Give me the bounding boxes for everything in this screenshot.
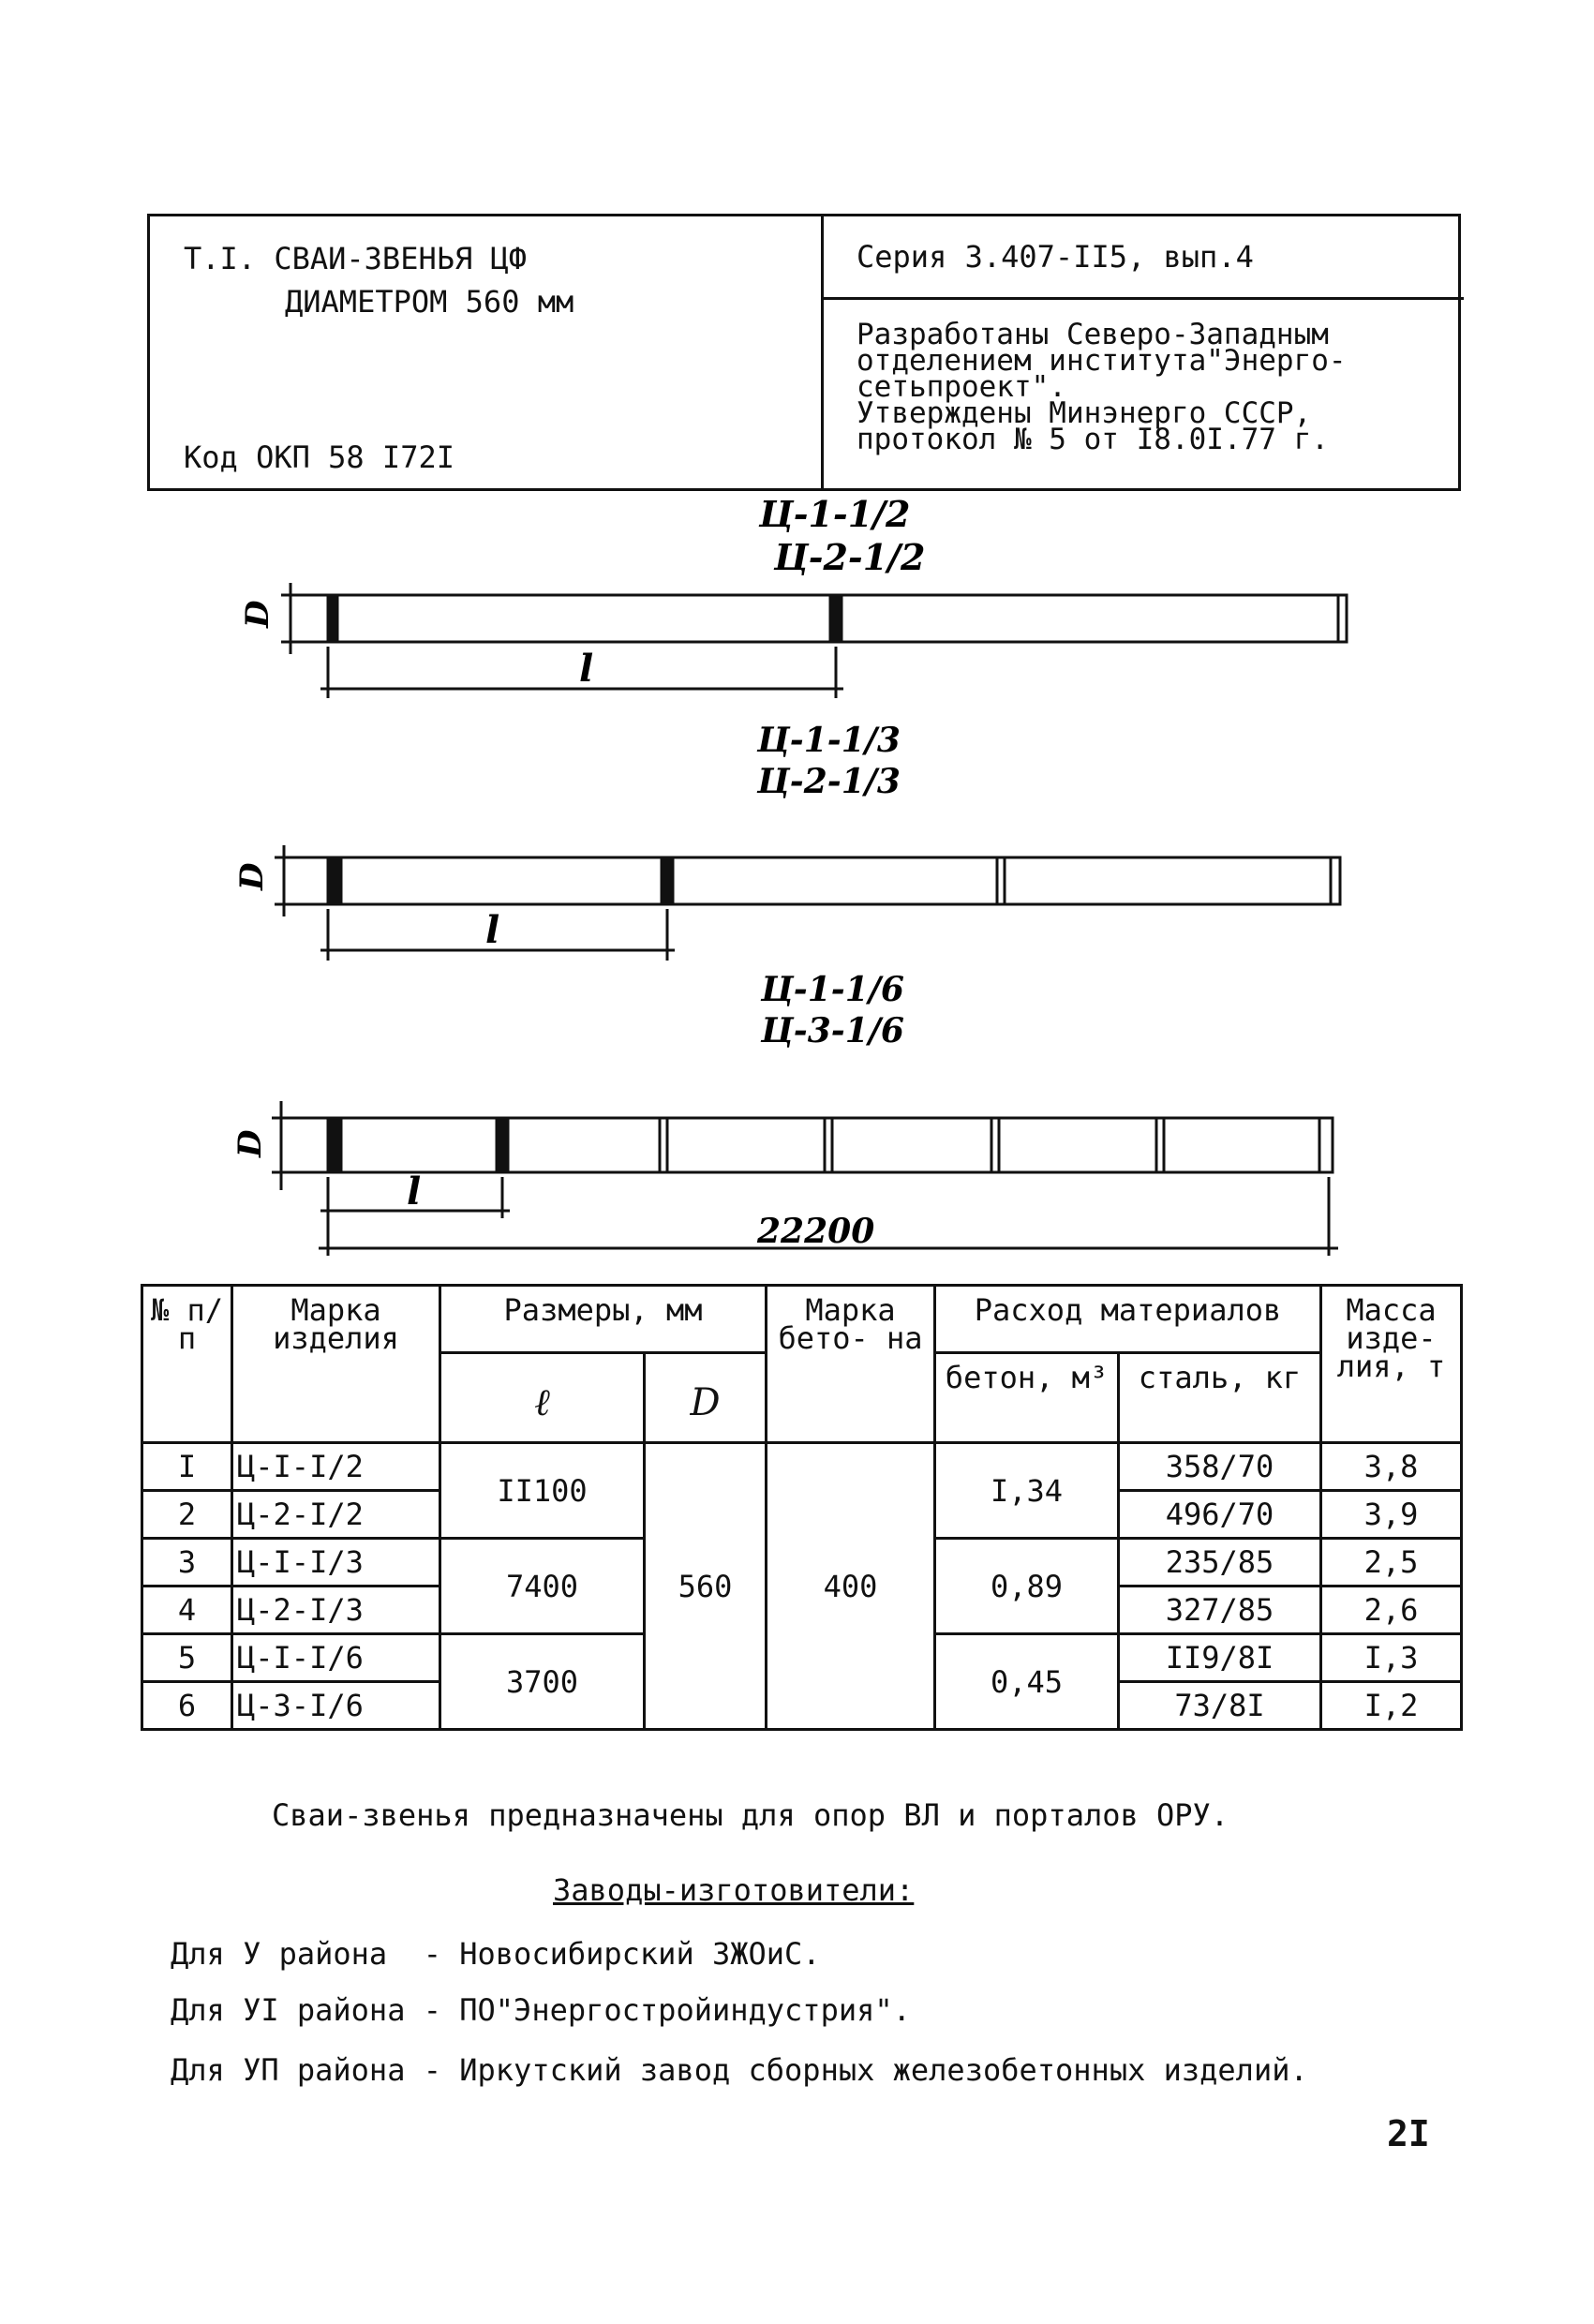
row-num: 6 — [142, 1682, 232, 1730]
joint-mark — [331, 595, 337, 642]
joint-mark — [830, 595, 842, 642]
pile-label: Ц-1-1/3 — [757, 721, 901, 760]
header-diameter: D — [645, 1353, 767, 1443]
row-length: 3700 — [440, 1634, 645, 1730]
joint-mark — [497, 1118, 508, 1172]
manufacturer-line: Для УП района - Иркутский завод сборных железобетонных изделий. — [171, 2052, 1308, 2088]
row-mark: Ц-I-I/2 — [232, 1443, 440, 1491]
pile-label: Ц-3-1/6 — [761, 1011, 904, 1050]
dimension-d-label: D — [231, 1129, 269, 1157]
doc-title-line2: ДИАМЕТРОМ 560 мм — [285, 284, 574, 320]
row-steel: 496/70 — [1119, 1491, 1321, 1539]
dimension-d-label: D — [233, 862, 271, 890]
row-steel: 358/70 — [1119, 1443, 1321, 1491]
row-mass: 2,5 — [1321, 1539, 1462, 1587]
row-concrete: 0,89 — [935, 1539, 1119, 1634]
row-length: 7400 — [440, 1539, 645, 1634]
header-materials: Расход материалов — [935, 1286, 1321, 1353]
title-block-divider — [821, 216, 824, 488]
manufacturers-heading: Заводы-изготовители: — [553, 1872, 915, 1908]
row-mass: I,3 — [1321, 1634, 1462, 1682]
diameter-value: 560 — [645, 1443, 767, 1730]
pile-label: Ц-2-1/2 — [774, 536, 926, 578]
total-length-label: 22200 — [757, 1212, 875, 1251]
developer-line: Утверждены Минэнерго СССР, — [857, 396, 1312, 430]
row-mass: 3,9 — [1321, 1491, 1462, 1539]
dimension-l-label: l — [407, 1169, 422, 1214]
doc-title-line1: Т.I. СВАИ-ЗВЕНЬЯ ЦФ — [184, 241, 528, 276]
pile-label: Ц-1-1/2 — [759, 497, 911, 535]
developer-line: протокол № 5 от I8.0I.77 г. — [857, 423, 1329, 456]
row-concrete: 0,45 — [935, 1634, 1119, 1730]
joint-mark — [330, 1118, 341, 1172]
row-num: 2 — [142, 1491, 232, 1539]
concrete-grade-value: 400 — [767, 1443, 935, 1730]
header-sizes: Размеры, мм — [440, 1286, 767, 1353]
joint-mark — [662, 857, 673, 904]
row-num: 3 — [142, 1539, 232, 1587]
header-length: ℓ — [440, 1353, 645, 1443]
row-num: I — [142, 1443, 232, 1491]
row-steel: 327/85 — [1119, 1587, 1321, 1634]
series-label: Серия 3.407-II5, вып.4 — [857, 239, 1254, 275]
okp-code: Код ОКП 58 I72I — [184, 439, 454, 475]
developer-note — [857, 318, 1347, 456]
row-mass: 2,6 — [1321, 1587, 1462, 1634]
row-mark: Ц-I-I/3 — [232, 1539, 440, 1587]
pile-body — [328, 1118, 1333, 1172]
row-length: II100 — [440, 1443, 645, 1539]
row-steel: II9/8I — [1119, 1634, 1321, 1682]
row-steel: 235/85 — [1119, 1539, 1321, 1587]
joint-mark — [330, 857, 341, 904]
row-mass: 3,8 — [1321, 1443, 1462, 1491]
pile-drawing-2 — [275, 845, 1340, 961]
manufacturer-line: Для УI района - ПО"Энергостройиндустрия". — [171, 1992, 911, 2028]
developer-line: Разработаны Северо-Западным — [857, 318, 1329, 351]
dimension-l-label: l — [579, 647, 594, 691]
developer-line: отделением института"Энерго- — [857, 344, 1347, 378]
specification-table — [141, 1284, 1463, 1731]
dimension-l-label: l — [485, 908, 500, 952]
header-steel: сталь, кг — [1119, 1353, 1321, 1443]
row-mark: Ц-I-I/6 — [232, 1634, 440, 1682]
purpose-note: Сваи-звенья предназначены для опор ВЛ и порталов ОРУ. — [272, 1797, 1229, 1833]
row-num: 4 — [142, 1587, 232, 1634]
pile-label: Ц-1-1/6 — [761, 970, 904, 1009]
header-num: № п/п — [142, 1286, 232, 1443]
row-mass: I,2 — [1321, 1682, 1462, 1730]
row-mark: Ц-3-I/6 — [232, 1682, 440, 1730]
row-mark: Ц-2-I/3 — [232, 1587, 440, 1634]
pile-drawing-1 — [281, 583, 1347, 698]
row-mark: Ц-2-I/2 — [232, 1491, 440, 1539]
pile-label: Ц-2-1/3 — [757, 762, 901, 801]
header-concrete: бетон, м³ — [935, 1353, 1119, 1443]
page-number: 2I — [1387, 2113, 1430, 2154]
row-concrete: I,34 — [935, 1443, 1119, 1539]
title-block — [147, 214, 1461, 491]
header-mark: Марка изделия — [232, 1286, 440, 1443]
row-num: 5 — [142, 1634, 232, 1682]
title-block-divider — [821, 297, 1464, 300]
pile-body — [328, 857, 1340, 904]
header-concrete-grade: Марка бето- на — [767, 1286, 935, 1443]
manufacturer-line: Для У района - Новосибирский ЗЖОиС. — [171, 1936, 821, 1972]
developer-line: сетьпроект". — [857, 370, 1066, 404]
table-row — [142, 1443, 1462, 1491]
header-mass: Масса изде- лия, т — [1321, 1286, 1462, 1443]
dimension-d-label: D — [239, 600, 276, 628]
pile-drawings — [0, 497, 1594, 1274]
row-steel: 73/8I — [1119, 1682, 1321, 1730]
